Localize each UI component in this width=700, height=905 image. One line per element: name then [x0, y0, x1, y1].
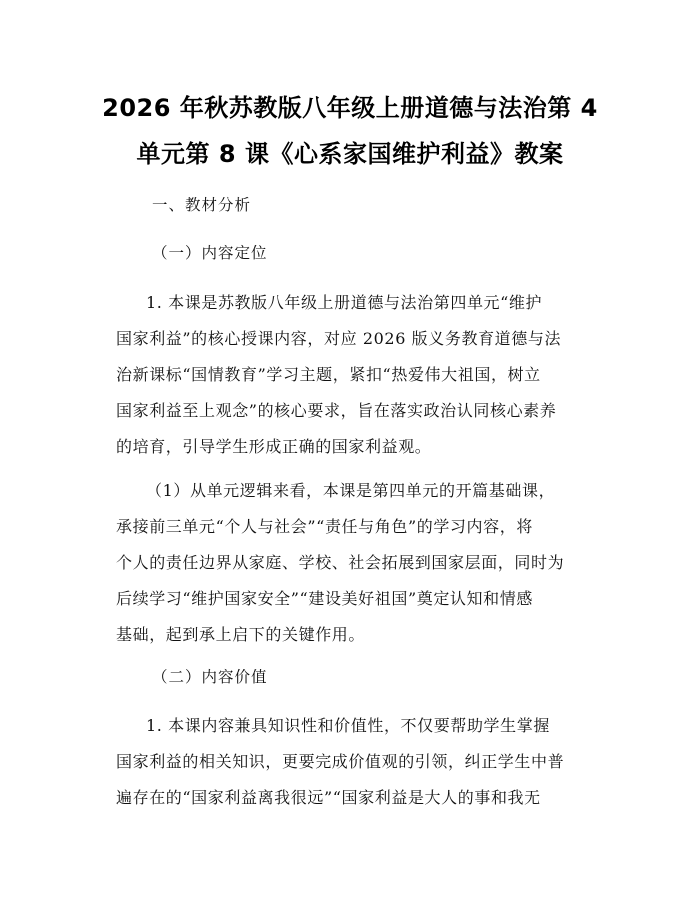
- paragraph-1-line-2: 国家利益”的核心授课内容，对应 2026 版义务教育道德与法: [116, 329, 562, 348]
- paragraph-1-line-5: 的培育，引导学生形成正确的国家利益观。: [116, 437, 432, 456]
- paragraph-2-line-3: 个人的责任边界从家庭、学校、社会拓展到国家层面，同时为: [116, 553, 565, 572]
- paragraph-2-line-1: （1）从单元逻辑来看，本课是第四单元的开篇基础课，: [146, 481, 556, 500]
- paragraph-2-line-2: 承接前三单元“个人与社会”“责任与角色”的学习内容，将: [116, 517, 533, 536]
- document-title-line-2: 单元第 8 课《心系家国维护利益》教案: [136, 140, 564, 168]
- paragraph-1-line-1: 1. 本课是苏教版八年级上册道德与法治第四单元“维护: [146, 293, 543, 312]
- section-heading-textbook-analysis: 一、教材分析: [152, 196, 252, 214]
- subsection-heading-content-positioning: （一）内容定位: [152, 244, 268, 262]
- paragraph-2-line-4: 后续学习“维护国家安全”“建设美好祖国”奠定认知和情感: [116, 589, 533, 608]
- subsection-heading-content-value: （二）内容价值: [152, 668, 268, 686]
- paragraph-3-line-2: 国家利益的相关知识，更要完成价值观的引领，纠正学生中普: [116, 752, 565, 771]
- paragraph-1-line-4: 国家利益至上观念”的核心要求，旨在落实政治认同核心素养: [116, 401, 557, 420]
- document-title-line-1: 2026 年秋苏教版八年级上册道德与法治第 4: [102, 94, 598, 122]
- paragraph-3-line-1: 1. 本课内容兼具知识性和价值性，不仅要帮助学生掌握: [146, 716, 550, 735]
- paragraph-1-line-3: 治新课标“国情教育”学习主题，紧扣“热爱伟大祖国，树立: [116, 365, 541, 384]
- paragraph-2-line-5: 基础，起到承上启下的关键作用。: [116, 625, 366, 644]
- paragraph-3-line-3: 遍存在的“国家利益离我很远”“国家利益是大人的事和我无: [116, 788, 541, 807]
